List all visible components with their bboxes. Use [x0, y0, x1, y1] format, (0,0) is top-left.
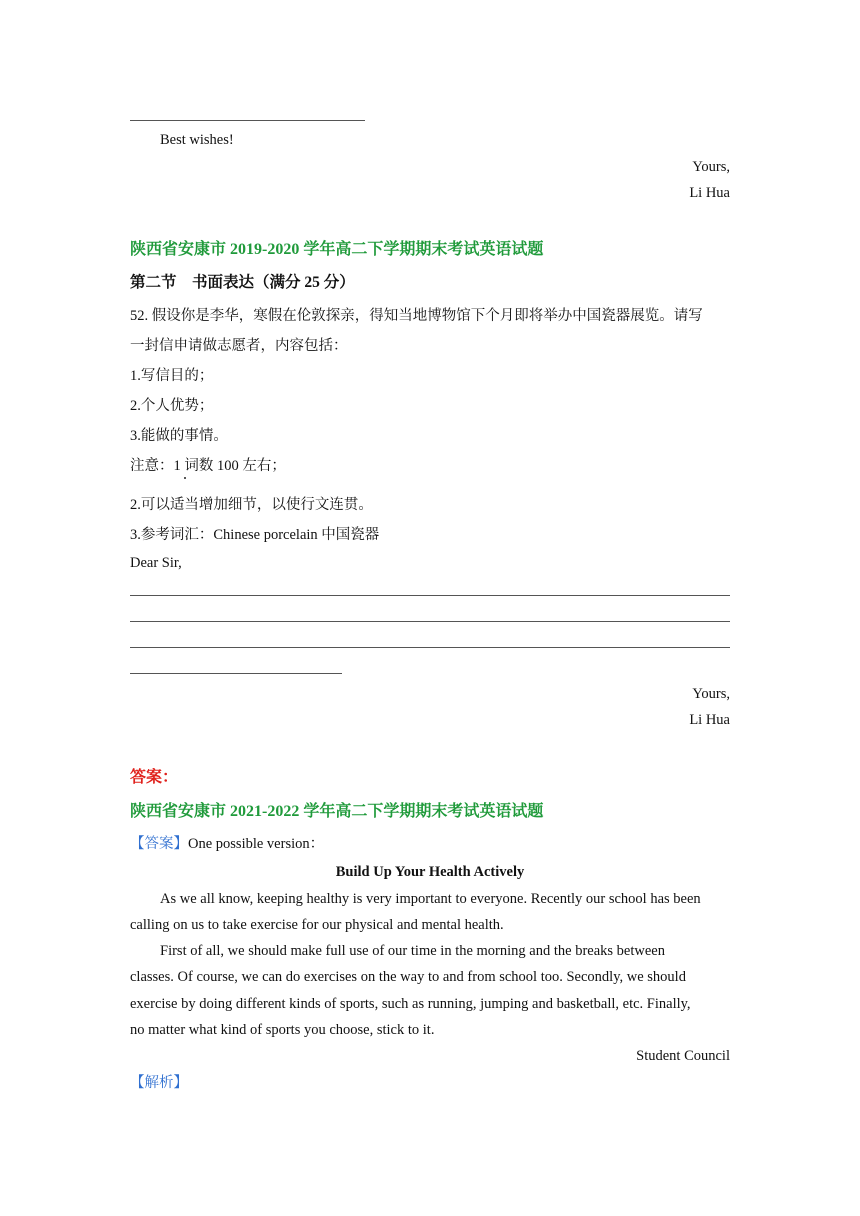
essay-line: As we all know, keeping healthy is very important to everyone. Recently our school has been — [160, 891, 701, 907]
letter-closing: Best wishes! — [160, 132, 234, 148]
answer-tag: 【答案】 — [130, 836, 188, 852]
essay-line: exercise by doing different kinds of sports, such as running, jumping and basketball, etc. Finally, — [130, 996, 691, 1012]
note-line: 注意：1 词数 100 左右； — [130, 458, 286, 474]
answer-blank-line — [130, 673, 342, 674]
letter-signature: Li Hua — [689, 185, 730, 201]
letter-signature: Li Hua — [689, 712, 730, 728]
part-title: 第二节 书面表达（满分 25 分） — [130, 274, 355, 291]
essay-line: classes. Of course, we can do exercises on the way to and from school too. Secondly, we should — [130, 969, 686, 985]
analysis-tag: 【解析】 — [130, 1075, 188, 1091]
answer-intro-line — [130, 834, 324, 854]
essay-line: no matter what kind of sports you choose, stick to it. — [130, 1022, 435, 1038]
note-line: 2.可以适当增加细节，以使行文连贯。 — [130, 497, 373, 513]
answer-heading: 答案： — [130, 769, 179, 786]
note-line: 3.参考词汇：Chinese porcelain 中国瓷器 — [130, 527, 380, 543]
source-title: 陕西省安康市 2021-2022 学年高二下学期期末考试英语试题 — [130, 803, 544, 820]
letter-signoff: Yours, — [692, 159, 730, 175]
question-line: 一封信申请做志愿者，内容包括： — [130, 338, 348, 354]
source-title: 陕西省安康市 2019-2020 学年高二下学期期末考试英语试题 — [130, 241, 544, 258]
essay-title: Build Up Your Health Actively — [335, 864, 525, 880]
salutation: Dear Sir, — [130, 555, 182, 571]
answer-blank-line — [130, 120, 365, 121]
answer-intro: One possible version： — [188, 836, 325, 852]
answer-blank-line — [130, 595, 730, 596]
content-point: 1.写信目的； — [130, 368, 214, 384]
question-line: 52. 假设你是李华，寒假在伦敦探亲，得知当地博物馆下个月即将举办中国瓷器展览。请写 — [130, 308, 703, 324]
letter-signoff: Yours, — [692, 686, 730, 702]
content-point: 2.个人优势； — [130, 398, 214, 414]
essay-signature: Student Council — [636, 1048, 730, 1064]
emphasis-dot — [184, 477, 186, 479]
essay-line: First of all, we should make full use of our time in the morning and the breaks between — [160, 943, 665, 959]
answer-blank-line — [130, 621, 730, 622]
content-point: 3.能做的事情。 — [130, 428, 228, 444]
essay-line: calling on us to take exercise for our physical and mental health. — [130, 917, 504, 933]
answer-blank-line — [130, 647, 730, 648]
